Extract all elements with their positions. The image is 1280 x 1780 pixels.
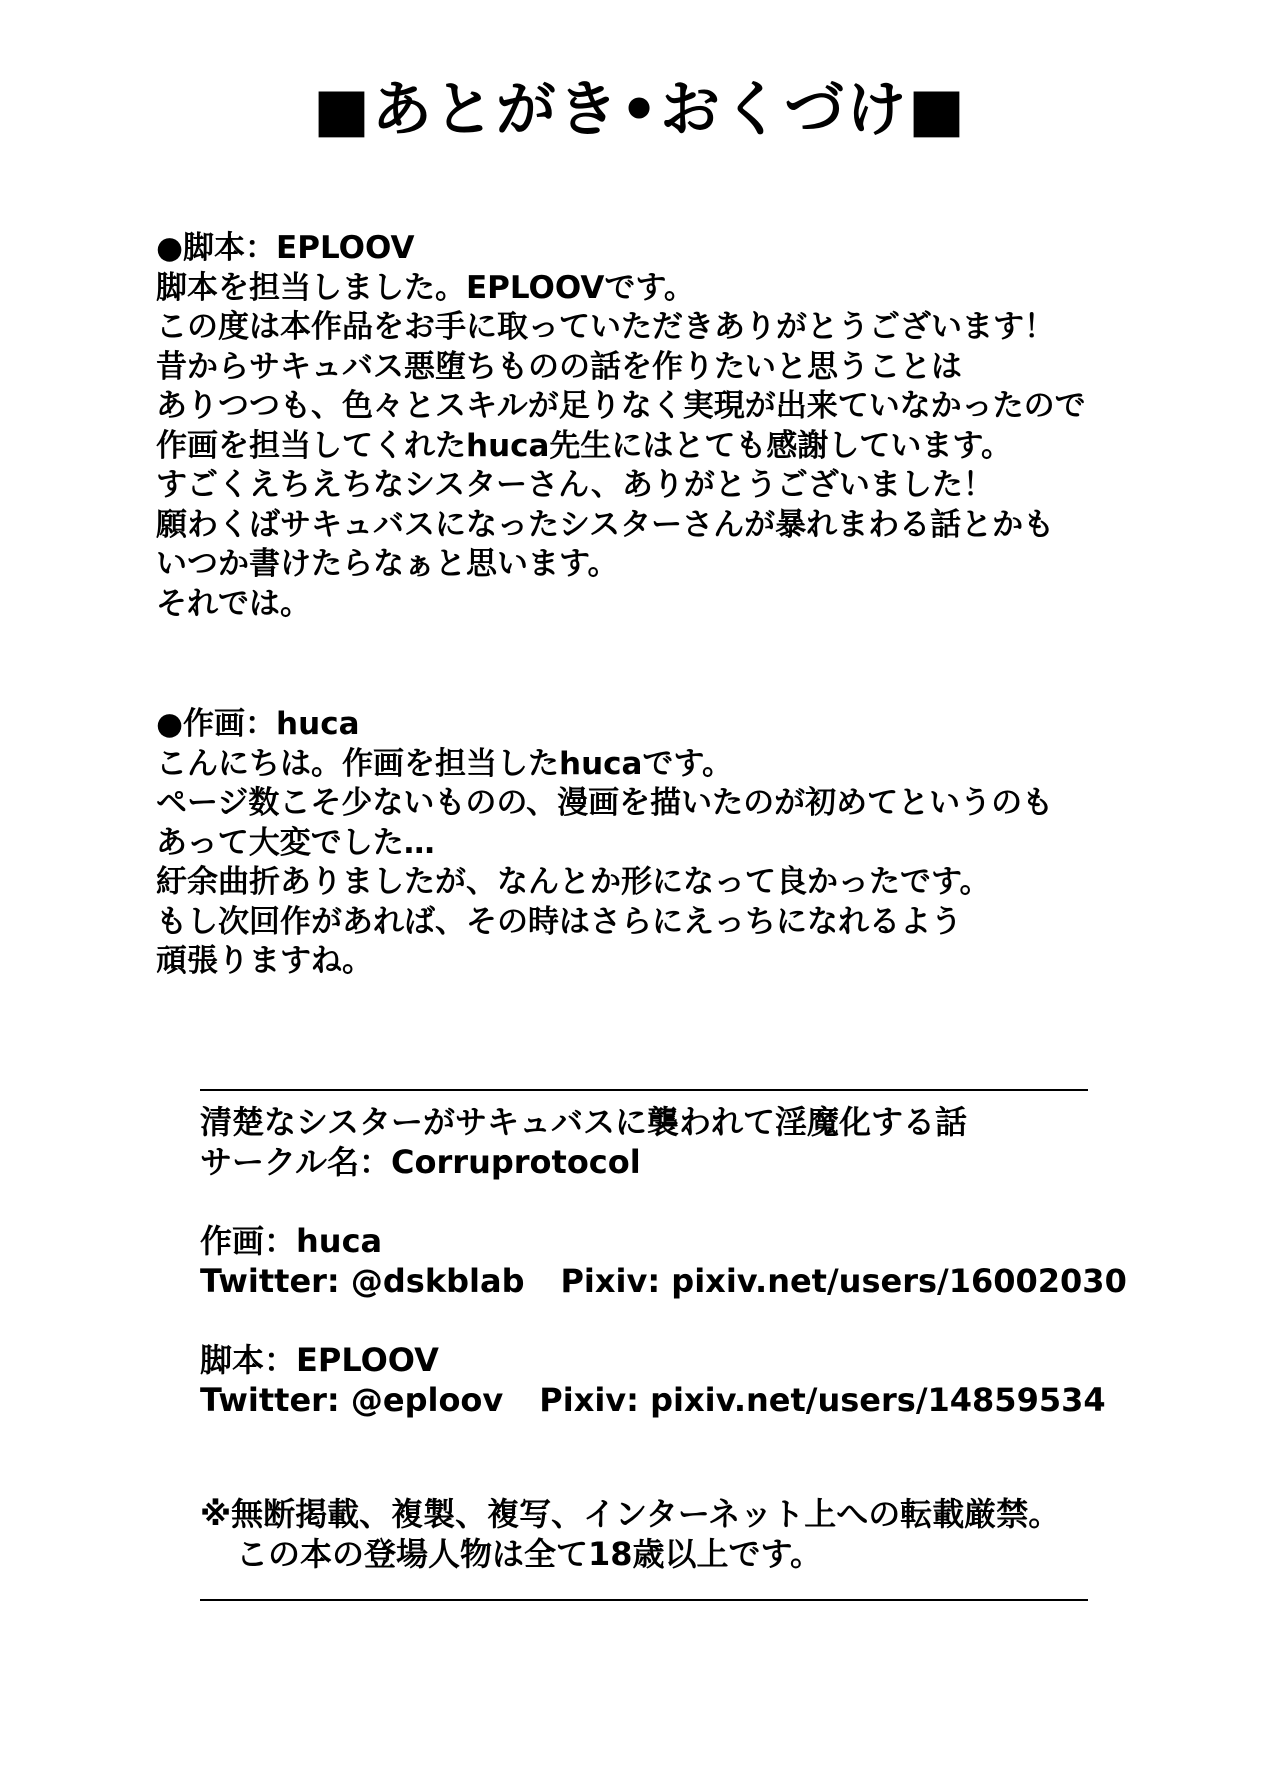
art-pixiv-link[interactable]: Pixiv: pixiv.net/users/16002030	[560, 1262, 1127, 1300]
script-pixiv-link[interactable]: Pixiv: pixiv.net/users/14859534	[539, 1381, 1106, 1419]
script-paragraph-line: いつか書けたらなぁと思います。	[156, 546, 619, 582]
art-paragraph-line: こんにちは。作画を担当したhucaです。	[156, 745, 733, 782]
age-notice: この本の登場人物は全て18歳以上です。	[236, 1535, 822, 1573]
colophon-work-info	[200, 1102, 1100, 1182]
script-paragraph-line: すごくえちえちなシスターさん、ありがとうございました！	[156, 467, 994, 503]
art-paragraph-line: ページ数こそ少ないものの、漫画を描いたのが初めてというのも	[156, 785, 1054, 821]
script-paragraph-line: 脚本を担当しました。EPLOOVです。	[156, 269, 695, 306]
colophon-top-divider	[200, 1089, 1088, 1091]
script-credit-role: 脚本：EPLOOV	[200, 1341, 439, 1379]
art-credit-role: 作画：huca	[200, 1222, 383, 1260]
script-paragraph-line: 作画を担当してくれたhuca先生にはとても感謝しています。	[156, 427, 1012, 464]
page-title: ■あとがき•おくづけ■	[313, 75, 967, 145]
script-paragraph-line: 願わくばサキュバスになったシスターさんが暴れまわる話とかも	[156, 506, 1055, 543]
colophon-script-credit	[200, 1340, 1106, 1420]
colophon-art-credit	[200, 1221, 1127, 1301]
reproduction-notice: ※無断掲載、複製、複写、インターネット上への転載厳禁。	[200, 1495, 1061, 1533]
art-paragraph-line: あって大変でした…	[156, 824, 435, 861]
colophon-notice	[200, 1494, 1100, 1574]
art-paragraph-line: 紆余曲折ありましたが、なんとか形になって良かったです。	[156, 864, 991, 900]
work-title: 清楚なシスターがサキュバスに襲われて淫魔化する話	[200, 1103, 968, 1141]
art-section-heading: ●作画：huca	[156, 706, 360, 742]
art-credit-links	[200, 1261, 1127, 1301]
art-paragraph-line: もし次回作があれば、その時はさらにえっちになれるよう	[156, 903, 962, 940]
script-paragraph-line: この度は本作品をお手に取っていただきありがとうございます！	[156, 309, 1055, 345]
art-twitter-handle[interactable]: Twitter: @dskblab	[200, 1262, 525, 1300]
afterword-art-section	[156, 705, 1206, 982]
circle-name: サークル名：Corruprotocol	[200, 1143, 641, 1181]
art-paragraph-line: 頑張りますね。	[156, 943, 373, 979]
script-paragraph-line: 昔からサキュバス悪堕ちものの話を作りたいと思うことは	[156, 348, 962, 385]
script-twitter-handle[interactable]: Twitter: @eploov	[200, 1381, 504, 1419]
script-section-heading: ●脚本：EPLOOV	[156, 230, 415, 266]
script-paragraph-line: それでは。	[156, 585, 311, 622]
colophon-bottom-divider	[200, 1599, 1088, 1601]
script-paragraph-line: ありつつも、色々とスキルが足りなく実現が出来ていなかったので	[156, 388, 1086, 424]
afterword-script-section	[156, 229, 1206, 624]
script-credit-links	[200, 1380, 1106, 1420]
